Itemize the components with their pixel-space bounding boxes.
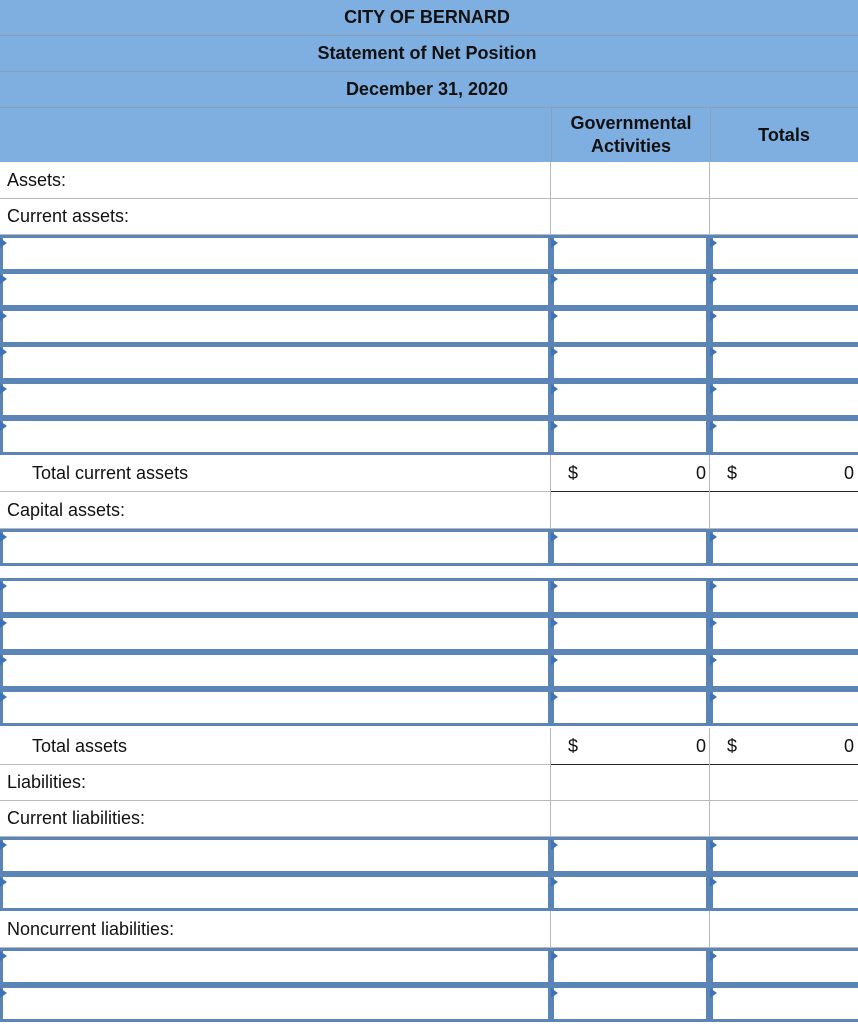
noncurrent-liabilities-heading-row (0, 911, 858, 948)
dropdown-indicator-icon (710, 274, 717, 284)
dropdown-indicator-icon (0, 988, 7, 998)
dropdown-indicator-icon (0, 877, 7, 887)
capital-asset-input-row (0, 689, 858, 726)
entity-title-text: CITY OF BERNARD (344, 7, 510, 27)
current-asset-input-row (0, 271, 858, 308)
current-asset-governmental-input[interactable] (554, 311, 706, 342)
column-header-governmental (551, 108, 711, 162)
capital-asset-totals-input[interactable] (713, 618, 858, 649)
current-asset-totals-input[interactable] (713, 421, 858, 452)
currency-symbol: $ (568, 735, 579, 756)
noncurrent-liability-description-input[interactable] (3, 951, 548, 982)
total-assets-label: Total assets (32, 735, 128, 756)
statement-date-text: December 31, 2020 (345, 79, 509, 99)
dropdown-indicator-icon (710, 840, 717, 850)
noncurrent-liability-totals-input[interactable] (713, 988, 858, 1019)
current-asset-input-row (0, 381, 858, 418)
capital-asset-description-input[interactable] (3, 532, 548, 563)
dropdown-indicator-icon (551, 877, 558, 887)
dropdown-indicator-icon (0, 951, 7, 961)
column-header-totals (710, 108, 858, 162)
current-asset-governmental-cell (554, 274, 706, 305)
noncurrent-liabilities-heading: Noncurrent liabilities: (7, 918, 175, 939)
dropdown-indicator-icon (551, 840, 558, 850)
capital-asset-description-input[interactable] (3, 655, 548, 686)
dropdown-indicator-icon (551, 692, 558, 702)
current-asset-description-input[interactable] (3, 347, 548, 378)
noncurrent-liability-governmental-cell (554, 951, 706, 982)
noncurrent-liability-governmental-input[interactable] (554, 988, 706, 1019)
dropdown-indicator-icon (551, 988, 558, 998)
dropdown-indicator-icon (0, 692, 7, 702)
capital-assets-heading-row (0, 492, 858, 529)
current-asset-governmental-input[interactable] (554, 347, 706, 378)
currency-symbol: $ (727, 462, 738, 483)
noncurrent-liability-input-row (0, 948, 858, 985)
total-current-assets-totals: 0 (843, 462, 854, 483)
current-asset-input-row (0, 418, 858, 455)
assets-heading: Assets: (7, 169, 67, 190)
capital-asset-governmental-input[interactable] (554, 532, 706, 563)
capital-asset-totals-input[interactable] (713, 532, 858, 563)
current-asset-description-input[interactable] (3, 421, 548, 452)
current-asset-totals-cell (713, 311, 858, 342)
noncurrent-liability-totals-cell (713, 951, 858, 982)
column-header-totals-text: Totals (758, 124, 810, 145)
current-liability-totals-input[interactable] (713, 840, 858, 871)
current-asset-governmental-cell (554, 311, 706, 342)
capital-asset-governmental-input[interactable] (554, 655, 706, 686)
current-liability-description-input[interactable] (3, 877, 548, 908)
capital-asset-governmental-input[interactable] (554, 581, 706, 612)
dropdown-indicator-icon (710, 532, 717, 542)
dropdown-indicator-icon (551, 384, 558, 394)
current-asset-description-input[interactable] (3, 274, 548, 305)
total-assets-governmental: 0 (695, 735, 706, 756)
dropdown-indicator-icon (551, 274, 558, 284)
current-asset-description-cell (3, 384, 548, 415)
current-asset-description-cell (3, 238, 548, 269)
dropdown-indicator-icon (0, 655, 7, 665)
currency-symbol: $ (727, 735, 738, 756)
dropdown-indicator-icon (710, 877, 717, 887)
current-liability-totals-input[interactable] (713, 877, 858, 908)
current-asset-totals-cell (713, 421, 858, 452)
capital-assets-heading: Capital assets: (7, 499, 126, 520)
current-liability-governmental-input[interactable] (554, 877, 706, 908)
current-asset-description-cell (3, 274, 548, 305)
capital-asset-description-input[interactable] (3, 618, 548, 649)
dropdown-indicator-icon (0, 421, 7, 431)
dropdown-indicator-icon (710, 988, 717, 998)
capital-asset-totals-input[interactable] (713, 655, 858, 686)
current-asset-description-input[interactable] (3, 384, 548, 415)
capital-asset-description-cell (3, 655, 548, 686)
statement-date (0, 72, 858, 108)
total-current-assets-row (0, 455, 858, 492)
noncurrent-liability-input-row (0, 985, 858, 1022)
capital-asset-totals-cell (713, 581, 858, 612)
statement-title-text: Statement of Net Position (317, 43, 537, 63)
capital-asset-description-cell (3, 618, 548, 649)
current-liability-input-row (0, 837, 858, 874)
current-assets-heading: Current assets: (7, 206, 130, 226)
dropdown-indicator-icon (0, 840, 7, 850)
capital-asset-governmental-cell (554, 692, 706, 723)
current-asset-governmental-input[interactable] (554, 274, 706, 305)
current-liability-input-row (0, 874, 858, 911)
liabilities-heading: Liabilities: (7, 772, 87, 792)
current-asset-input-row (0, 308, 858, 345)
total-assets-totals: 0 (843, 735, 854, 756)
dropdown-indicator-icon (710, 655, 717, 665)
column-header-governmental-text: Governmental Activities (570, 113, 692, 156)
current-liability-governmental-input[interactable] (554, 840, 706, 871)
current-asset-description-cell (3, 421, 548, 452)
current-asset-governmental-input[interactable] (554, 421, 706, 452)
noncurrent-liability-description-input[interactable] (3, 988, 548, 1019)
capital-asset-input-row (0, 529, 858, 566)
dropdown-indicator-icon (0, 347, 7, 357)
dropdown-indicator-icon (551, 951, 558, 961)
current-liability-governmental-cell (554, 840, 706, 871)
current-asset-totals-input[interactable] (713, 274, 858, 305)
noncurrent-liability-totals-input[interactable] (713, 951, 858, 982)
current-asset-governmental-cell (554, 421, 706, 452)
current-asset-governmental-cell (554, 347, 706, 378)
total-assets-row (0, 728, 858, 765)
current-liability-description-cell (3, 840, 548, 871)
total-current-assets-label: Total current assets (32, 462, 189, 483)
dropdown-indicator-icon (0, 274, 7, 284)
total-current-assets-governmental: 0 (695, 462, 706, 483)
capital-asset-input-row (0, 615, 858, 652)
dropdown-indicator-icon (710, 951, 717, 961)
capital-asset-description-cell (3, 532, 548, 563)
capital-asset-totals-cell (713, 655, 858, 686)
current-asset-description-input[interactable] (3, 311, 548, 342)
capital-asset-totals-cell (713, 618, 858, 649)
current-asset-input-row (0, 235, 858, 272)
dropdown-indicator-icon (710, 581, 717, 591)
dropdown-indicator-icon (0, 532, 7, 542)
capital-asset-totals-cell (713, 532, 858, 563)
current-asset-description-cell (3, 347, 548, 378)
current-asset-governmental-input[interactable] (554, 384, 706, 415)
current-assets-heading-row (0, 199, 858, 235)
currency-symbol: $ (568, 462, 579, 483)
capital-asset-description-input[interactable] (3, 581, 548, 612)
dropdown-indicator-icon (551, 421, 558, 431)
dropdown-indicator-icon (0, 618, 7, 628)
noncurrent-liability-totals-cell (713, 988, 858, 1019)
current-asset-totals-input[interactable] (713, 311, 858, 342)
dropdown-indicator-icon (0, 311, 7, 321)
current-liability-totals-cell (713, 877, 858, 908)
current-asset-totals-input[interactable] (713, 347, 858, 378)
dropdown-indicator-icon (551, 238, 558, 248)
liabilities-heading-row (0, 765, 858, 801)
current-liability-totals-cell (713, 840, 858, 871)
current-asset-governmental-cell (554, 384, 706, 415)
dropdown-indicator-icon (710, 238, 717, 248)
current-liabilities-heading-row (0, 801, 858, 837)
current-asset-totals-input[interactable] (713, 238, 858, 269)
current-liabilities-heading: Current liabilities: (7, 808, 146, 828)
dropdown-indicator-icon (551, 347, 558, 357)
current-asset-input-row (0, 344, 858, 381)
dropdown-indicator-icon (551, 618, 558, 628)
capital-asset-totals-cell (713, 692, 858, 723)
capital-asset-governmental-cell (554, 618, 706, 649)
capital-asset-governmental-cell (554, 532, 706, 563)
entity-title (0, 0, 858, 36)
capital-asset-description-cell (3, 581, 548, 612)
dropdown-indicator-icon (0, 581, 7, 591)
capital-asset-totals-input[interactable] (713, 581, 858, 612)
current-liability-governmental-cell (554, 877, 706, 908)
noncurrent-liability-description-cell (3, 988, 548, 1019)
capital-asset-governmental-input[interactable] (554, 618, 706, 649)
capital-asset-input-row (0, 578, 858, 615)
capital-asset-governmental-cell (554, 655, 706, 686)
current-asset-governmental-cell (554, 238, 706, 269)
capital-asset-totals-input[interactable] (713, 692, 858, 723)
dropdown-indicator-icon (710, 618, 717, 628)
dropdown-indicator-icon (710, 421, 717, 431)
current-asset-totals-cell (713, 384, 858, 415)
dropdown-indicator-icon (551, 311, 558, 321)
dropdown-indicator-icon (710, 692, 717, 702)
dropdown-indicator-icon (0, 238, 7, 248)
noncurrent-liability-description-cell (3, 951, 548, 982)
dropdown-indicator-icon (0, 384, 7, 394)
statement-title (0, 36, 858, 72)
dropdown-indicator-icon (551, 581, 558, 591)
assets-heading-row (0, 162, 858, 199)
dropdown-indicator-icon (710, 347, 717, 357)
current-liability-description-cell (3, 877, 548, 908)
noncurrent-liability-governmental-cell (554, 988, 706, 1019)
current-asset-totals-cell (713, 274, 858, 305)
capital-asset-description-input[interactable] (3, 692, 548, 723)
current-asset-description-cell (3, 311, 548, 342)
current-liability-description-input[interactable] (3, 840, 548, 871)
current-asset-totals-cell (713, 238, 858, 269)
noncurrent-liability-governmental-input[interactable] (554, 951, 706, 982)
capital-asset-input-row (0, 652, 858, 689)
current-asset-description-input[interactable] (3, 238, 548, 269)
dropdown-indicator-icon (551, 532, 558, 542)
dropdown-indicator-icon (551, 655, 558, 665)
dropdown-indicator-icon (710, 384, 717, 394)
capital-asset-governmental-cell (554, 581, 706, 612)
current-asset-totals-input[interactable] (713, 384, 858, 415)
current-asset-governmental-input[interactable] (554, 238, 706, 269)
capital-asset-description-cell (3, 692, 548, 723)
capital-asset-governmental-input[interactable] (554, 692, 706, 723)
dropdown-indicator-icon (710, 311, 717, 321)
current-asset-totals-cell (713, 347, 858, 378)
column-header-row (0, 108, 858, 163)
